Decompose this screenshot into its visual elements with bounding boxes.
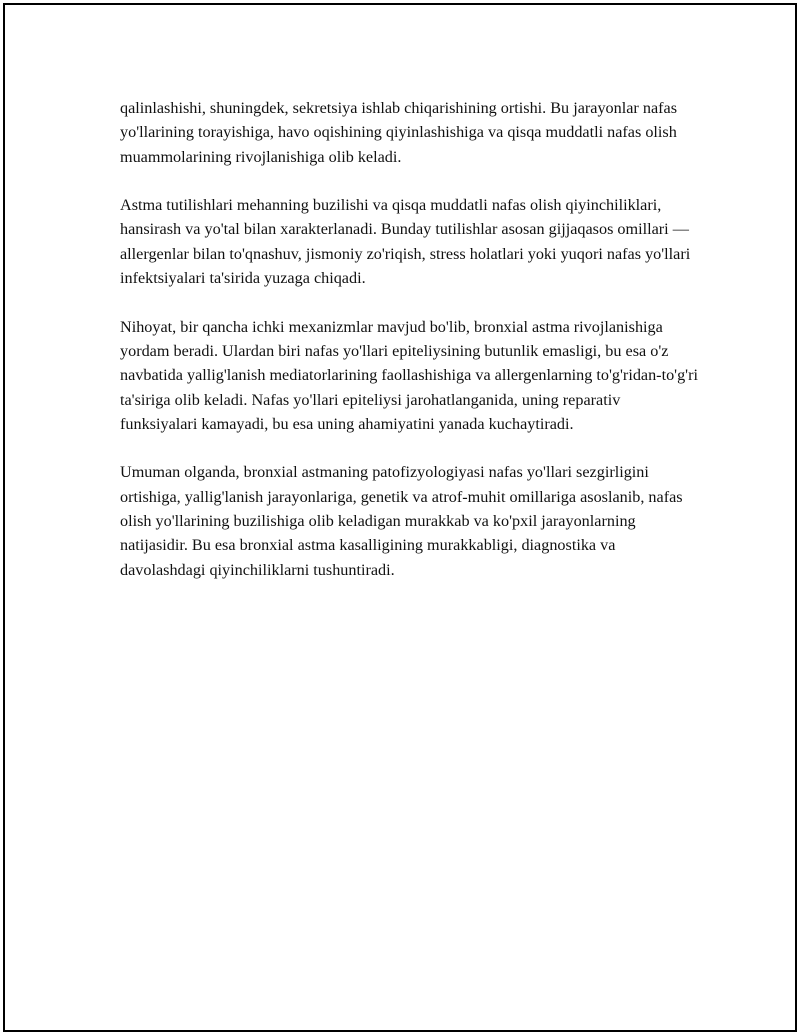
paragraph-2: Astma tutilishlari mehanning buzilishi va qisqa muddatli nafas olish qiyinchiliklari, hansirash va yo'tal bilan xarakterlanadi. Bunday tutilishlar asosan gijjaqasos omillari — allergenlar bilan to'qnashuv, jismoniy zo'riqish, stress holatlari yoki yuqori nafas yo'llari infektsiyalari ta'sirida yuzaga chiqadi. bbox=[120, 196, 691, 288]
paragraph-3: Nihoyat, bir qancha ichki mexanizmlar mavjud bo'lib, bronxial astma rivojlanishiga yordam beradi. Ulardan biri nafas yo'llari epiteliysining butunlik emasligi, bu esa o'z navbatida yallig'lanish mediatorlarining faollashishiga va allergenlarning to'g'ridan-to'g'ri ta'siriga olib keladi. Nafas yo'llari epiteliysi jarohatlanganida, uning reparativ funksiyalari kamayadi, bu esa uning ahamiyatini yanada kuchaytiradi. bbox=[120, 317, 698, 433]
paragraph-1: qalinlashishi, shuningdek, sekretsiya ishlab chiqarishining ortishi. Bu jarayonlar nafas yo'llarining torayishiga, havo oqishining qiyinlashishiga va qisqa muddatli nafas olish muammolarining rivojlanishiga olib keladi. bbox=[120, 99, 678, 166]
document-page bbox=[3, 3, 797, 1032]
document-body bbox=[120, 96, 700, 606]
paragraph-4: Umuman olganda, bronxial astmaning patofizyologiyasi nafas yo'llari sezgirligini ortishiga, yallig'lanish jarayonlariga, genetik va atrof-muhit omillariga asoslanib, nafas olish yo'llarining buzilishiga olib keladigan murakkab va ko'pxil jarayonlarning natijasidir. Bu esa bronxial astma kasalligining murakkabligi, diagnostika va davolashdagi qiyinchiliklarni tushuntiradi. bbox=[120, 463, 683, 579]
